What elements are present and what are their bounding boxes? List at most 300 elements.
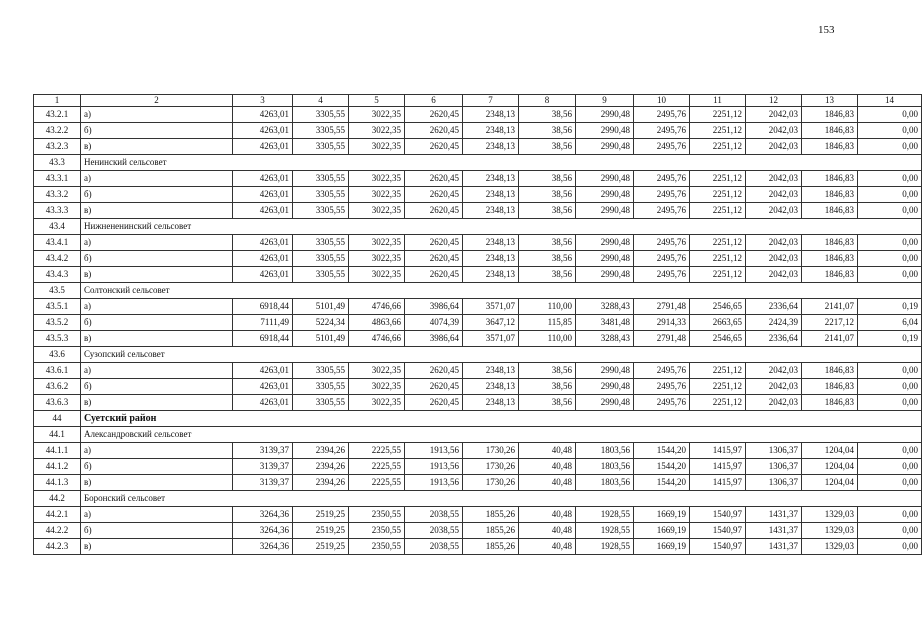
value-cell: 0,00 bbox=[858, 235, 922, 251]
table-row bbox=[34, 123, 922, 139]
value-cell: 4263,01 bbox=[233, 379, 293, 395]
value-cell: 1544,20 bbox=[634, 459, 690, 475]
value-cell: 38,56 bbox=[519, 395, 576, 411]
value-cell: 1846,83 bbox=[802, 123, 858, 139]
value-cell: 2990,48 bbox=[576, 123, 634, 139]
value-cell: 2348,13 bbox=[463, 251, 519, 267]
value-cell: 3288,43 bbox=[576, 299, 634, 315]
value-cell: 2620,45 bbox=[405, 107, 463, 123]
value-cell: 2348,13 bbox=[463, 267, 519, 283]
value-cell: 0,19 bbox=[858, 299, 922, 315]
row-subitem: а) bbox=[81, 363, 233, 379]
column-header: 3 bbox=[233, 95, 293, 107]
value-cell: 2394,26 bbox=[293, 443, 349, 459]
value-cell: 2217,12 bbox=[802, 315, 858, 331]
value-cell: 3022,35 bbox=[349, 267, 405, 283]
value-cell: 3022,35 bbox=[349, 395, 405, 411]
value-cell: 2251,12 bbox=[690, 379, 746, 395]
value-cell: 1846,83 bbox=[802, 171, 858, 187]
table-body bbox=[34, 107, 922, 555]
tariff-table bbox=[33, 94, 922, 555]
value-cell: 4863,66 bbox=[349, 315, 405, 331]
row-code: 43.4.1 bbox=[34, 235, 81, 251]
table-row bbox=[34, 523, 922, 539]
value-cell: 2495,76 bbox=[634, 203, 690, 219]
row-code: 43.2.2 bbox=[34, 123, 81, 139]
row-code: 43.5 bbox=[34, 283, 81, 299]
value-cell: 7111,49 bbox=[233, 315, 293, 331]
value-cell: 2495,76 bbox=[634, 123, 690, 139]
value-cell: 2620,45 bbox=[405, 267, 463, 283]
value-cell: 1540,97 bbox=[690, 539, 746, 555]
value-cell: 38,56 bbox=[519, 235, 576, 251]
value-cell: 3022,35 bbox=[349, 123, 405, 139]
value-cell: 110,00 bbox=[519, 299, 576, 315]
value-cell: 2990,48 bbox=[576, 203, 634, 219]
value-cell: 2495,76 bbox=[634, 235, 690, 251]
value-cell: 0,00 bbox=[858, 539, 922, 555]
table-row bbox=[34, 475, 922, 491]
table-row bbox=[34, 235, 922, 251]
value-cell: 1306,37 bbox=[746, 443, 802, 459]
value-cell: 0,00 bbox=[858, 443, 922, 459]
value-cell: 0,00 bbox=[858, 123, 922, 139]
value-cell: 2350,55 bbox=[349, 523, 405, 539]
value-cell: 3022,35 bbox=[349, 107, 405, 123]
value-cell: 1846,83 bbox=[802, 139, 858, 155]
value-cell: 3647,12 bbox=[463, 315, 519, 331]
value-cell: 38,56 bbox=[519, 123, 576, 139]
table-row bbox=[34, 395, 922, 411]
value-cell: 0,00 bbox=[858, 139, 922, 155]
value-cell: 3022,35 bbox=[349, 139, 405, 155]
row-subitem: а) bbox=[81, 443, 233, 459]
value-cell: 40,48 bbox=[519, 443, 576, 459]
value-cell: 0,00 bbox=[858, 251, 922, 267]
section-title: Сузопский сельсовет bbox=[81, 347, 922, 363]
value-cell: 1803,56 bbox=[576, 443, 634, 459]
value-cell: 2348,13 bbox=[463, 235, 519, 251]
value-cell: 1669,19 bbox=[634, 523, 690, 539]
value-cell: 1544,20 bbox=[634, 475, 690, 491]
table-row bbox=[34, 267, 922, 283]
value-cell: 2914,33 bbox=[634, 315, 690, 331]
value-cell: 0,00 bbox=[858, 363, 922, 379]
table-row bbox=[34, 251, 922, 267]
section-row bbox=[34, 491, 922, 507]
row-subitem: в) bbox=[81, 139, 233, 155]
value-cell: 4263,01 bbox=[233, 123, 293, 139]
value-cell: 3264,36 bbox=[233, 523, 293, 539]
value-cell: 1846,83 bbox=[802, 107, 858, 123]
row-code: 44.2.2 bbox=[34, 523, 81, 539]
value-cell: 40,48 bbox=[519, 459, 576, 475]
value-cell: 3986,64 bbox=[405, 299, 463, 315]
column-header: 11 bbox=[690, 95, 746, 107]
column-header: 1 bbox=[34, 95, 81, 107]
value-cell: 2990,48 bbox=[576, 139, 634, 155]
value-cell: 2990,48 bbox=[576, 379, 634, 395]
value-cell: 3264,36 bbox=[233, 539, 293, 555]
value-cell: 1669,19 bbox=[634, 507, 690, 523]
row-code: 43.5.1 bbox=[34, 299, 81, 315]
value-cell: 2495,76 bbox=[634, 171, 690, 187]
value-cell: 2620,45 bbox=[405, 379, 463, 395]
row-code: 43.3.2 bbox=[34, 187, 81, 203]
value-cell: 2042,03 bbox=[746, 123, 802, 139]
value-cell: 2620,45 bbox=[405, 395, 463, 411]
value-cell: 2990,48 bbox=[576, 107, 634, 123]
value-cell: 2620,45 bbox=[405, 187, 463, 203]
column-header: 14 bbox=[858, 95, 922, 107]
value-cell: 3305,55 bbox=[293, 267, 349, 283]
value-cell: 1540,97 bbox=[690, 523, 746, 539]
value-cell: 4074,39 bbox=[405, 315, 463, 331]
value-cell: 2519,25 bbox=[293, 507, 349, 523]
value-cell: 2394,26 bbox=[293, 475, 349, 491]
value-cell: 2225,55 bbox=[349, 459, 405, 475]
value-cell: 2336,64 bbox=[746, 331, 802, 347]
row-code: 44 bbox=[34, 411, 81, 427]
value-cell: 4746,66 bbox=[349, 299, 405, 315]
value-cell: 1928,55 bbox=[576, 523, 634, 539]
value-cell: 1846,83 bbox=[802, 267, 858, 283]
value-cell: 2990,48 bbox=[576, 171, 634, 187]
value-cell: 38,56 bbox=[519, 107, 576, 123]
value-cell: 3139,37 bbox=[233, 459, 293, 475]
value-cell: 1928,55 bbox=[576, 539, 634, 555]
value-cell: 2990,48 bbox=[576, 235, 634, 251]
value-cell: 2495,76 bbox=[634, 267, 690, 283]
value-cell: 2042,03 bbox=[746, 187, 802, 203]
value-cell: 2495,76 bbox=[634, 187, 690, 203]
row-code: 43.3 bbox=[34, 155, 81, 171]
value-cell: 1913,56 bbox=[405, 459, 463, 475]
value-cell: 4263,01 bbox=[233, 363, 293, 379]
value-cell: 1855,26 bbox=[463, 539, 519, 555]
value-cell: 3022,35 bbox=[349, 363, 405, 379]
value-cell: 2990,48 bbox=[576, 187, 634, 203]
value-cell: 3305,55 bbox=[293, 379, 349, 395]
column-header: 13 bbox=[802, 95, 858, 107]
value-cell: 1431,37 bbox=[746, 523, 802, 539]
row-code: 43.2.1 bbox=[34, 107, 81, 123]
value-cell: 4263,01 bbox=[233, 171, 293, 187]
value-cell: 1846,83 bbox=[802, 251, 858, 267]
column-header: 9 bbox=[576, 95, 634, 107]
value-cell: 4263,01 bbox=[233, 235, 293, 251]
value-cell: 2042,03 bbox=[746, 251, 802, 267]
section-row bbox=[34, 283, 922, 299]
row-code: 43.4.2 bbox=[34, 251, 81, 267]
value-cell: 1204,04 bbox=[802, 475, 858, 491]
value-cell: 3481,48 bbox=[576, 315, 634, 331]
table-row bbox=[34, 363, 922, 379]
value-cell: 1846,83 bbox=[802, 235, 858, 251]
value-cell: 4263,01 bbox=[233, 251, 293, 267]
value-cell: 2663,65 bbox=[690, 315, 746, 331]
value-cell: 0,00 bbox=[858, 523, 922, 539]
value-cell: 2251,12 bbox=[690, 187, 746, 203]
value-cell: 2791,48 bbox=[634, 299, 690, 315]
district-title: Суетский район bbox=[81, 411, 922, 427]
value-cell: 2791,48 bbox=[634, 331, 690, 347]
column-header: 10 bbox=[634, 95, 690, 107]
row-subitem: в) bbox=[81, 331, 233, 347]
value-cell: 1846,83 bbox=[802, 187, 858, 203]
value-cell: 2620,45 bbox=[405, 235, 463, 251]
row-subitem: б) bbox=[81, 459, 233, 475]
table-row bbox=[34, 539, 922, 555]
value-cell: 2519,25 bbox=[293, 539, 349, 555]
section-row bbox=[34, 427, 922, 443]
value-cell: 2042,03 bbox=[746, 379, 802, 395]
value-cell: 4263,01 bbox=[233, 139, 293, 155]
table-row bbox=[34, 107, 922, 123]
value-cell: 1306,37 bbox=[746, 475, 802, 491]
value-cell: 1415,97 bbox=[690, 443, 746, 459]
column-header: 5 bbox=[349, 95, 405, 107]
value-cell: 2348,13 bbox=[463, 107, 519, 123]
value-cell: 3571,07 bbox=[463, 331, 519, 347]
value-cell: 1928,55 bbox=[576, 507, 634, 523]
value-cell: 1730,26 bbox=[463, 475, 519, 491]
value-cell: 6918,44 bbox=[233, 299, 293, 315]
value-cell: 2620,45 bbox=[405, 171, 463, 187]
row-subitem: в) bbox=[81, 203, 233, 219]
table-row bbox=[34, 315, 922, 331]
row-subitem: а) bbox=[81, 235, 233, 251]
row-code: 43.5.3 bbox=[34, 331, 81, 347]
value-cell: 6,04 bbox=[858, 315, 922, 331]
value-cell: 2042,03 bbox=[746, 107, 802, 123]
value-cell: 2038,55 bbox=[405, 539, 463, 555]
value-cell: 1544,20 bbox=[634, 443, 690, 459]
value-cell: 5101,49 bbox=[293, 299, 349, 315]
value-cell: 38,56 bbox=[519, 171, 576, 187]
value-cell: 3305,55 bbox=[293, 363, 349, 379]
value-cell: 2546,65 bbox=[690, 299, 746, 315]
row-code: 43.4 bbox=[34, 219, 81, 235]
value-cell: 1730,26 bbox=[463, 459, 519, 475]
value-cell: 2042,03 bbox=[746, 171, 802, 187]
value-cell: 1415,97 bbox=[690, 459, 746, 475]
value-cell: 4746,66 bbox=[349, 331, 405, 347]
row-subitem: б) bbox=[81, 315, 233, 331]
row-subitem: а) bbox=[81, 171, 233, 187]
column-header: 4 bbox=[293, 95, 349, 107]
value-cell: 2042,03 bbox=[746, 267, 802, 283]
row-code: 43.5.2 bbox=[34, 315, 81, 331]
table-row bbox=[34, 299, 922, 315]
value-cell: 2348,13 bbox=[463, 363, 519, 379]
row-code: 43.2.3 bbox=[34, 139, 81, 155]
table-row bbox=[34, 379, 922, 395]
value-cell: 1204,04 bbox=[802, 459, 858, 475]
value-cell: 3288,43 bbox=[576, 331, 634, 347]
value-cell: 1803,56 bbox=[576, 475, 634, 491]
row-code: 43.3.1 bbox=[34, 171, 81, 187]
value-cell: 3022,35 bbox=[349, 251, 405, 267]
value-cell: 1415,97 bbox=[690, 475, 746, 491]
value-cell: 2990,48 bbox=[576, 251, 634, 267]
value-cell: 1329,03 bbox=[802, 523, 858, 539]
value-cell: 38,56 bbox=[519, 203, 576, 219]
value-cell: 2348,13 bbox=[463, 187, 519, 203]
value-cell: 1431,37 bbox=[746, 539, 802, 555]
value-cell: 4263,01 bbox=[233, 107, 293, 123]
value-cell: 3305,55 bbox=[293, 251, 349, 267]
value-cell: 2042,03 bbox=[746, 395, 802, 411]
value-cell: 0,19 bbox=[858, 331, 922, 347]
value-cell: 2620,45 bbox=[405, 203, 463, 219]
value-cell: 38,56 bbox=[519, 363, 576, 379]
value-cell: 1204,04 bbox=[802, 443, 858, 459]
value-cell: 3022,35 bbox=[349, 235, 405, 251]
value-cell: 3305,55 bbox=[293, 235, 349, 251]
value-cell: 3305,55 bbox=[293, 187, 349, 203]
value-cell: 2519,25 bbox=[293, 523, 349, 539]
value-cell: 1730,26 bbox=[463, 443, 519, 459]
value-cell: 40,48 bbox=[519, 475, 576, 491]
value-cell: 1329,03 bbox=[802, 507, 858, 523]
value-cell: 1306,37 bbox=[746, 459, 802, 475]
value-cell: 1846,83 bbox=[802, 395, 858, 411]
value-cell: 2251,12 bbox=[690, 171, 746, 187]
value-cell: 3305,55 bbox=[293, 203, 349, 219]
value-cell: 1846,83 bbox=[802, 203, 858, 219]
value-cell: 2620,45 bbox=[405, 139, 463, 155]
section-title: Нижнененинский сельсовет bbox=[81, 219, 922, 235]
section-row bbox=[34, 155, 922, 171]
value-cell: 0,00 bbox=[858, 267, 922, 283]
value-cell: 2251,12 bbox=[690, 139, 746, 155]
row-code: 44.2.3 bbox=[34, 539, 81, 555]
row-code: 43.3.3 bbox=[34, 203, 81, 219]
value-cell: 2348,13 bbox=[463, 171, 519, 187]
row-subitem: в) bbox=[81, 475, 233, 491]
row-code: 43.6.3 bbox=[34, 395, 81, 411]
row-subitem: б) bbox=[81, 251, 233, 267]
value-cell: 2251,12 bbox=[690, 235, 746, 251]
table-row bbox=[34, 187, 922, 203]
row-subitem: а) bbox=[81, 299, 233, 315]
column-header: 8 bbox=[519, 95, 576, 107]
value-cell: 2038,55 bbox=[405, 507, 463, 523]
header-row bbox=[34, 95, 922, 107]
value-cell: 2251,12 bbox=[690, 123, 746, 139]
value-cell: 4263,01 bbox=[233, 187, 293, 203]
row-subitem: в) bbox=[81, 267, 233, 283]
value-cell: 2348,13 bbox=[463, 395, 519, 411]
value-cell: 40,48 bbox=[519, 507, 576, 523]
column-header: 12 bbox=[746, 95, 802, 107]
value-cell: 2990,48 bbox=[576, 395, 634, 411]
section-title: Солтонский сельсовет bbox=[81, 283, 922, 299]
table-row bbox=[34, 507, 922, 523]
value-cell: 1846,83 bbox=[802, 379, 858, 395]
value-cell: 38,56 bbox=[519, 267, 576, 283]
value-cell: 2495,76 bbox=[634, 395, 690, 411]
table-row bbox=[34, 139, 922, 155]
value-cell: 4263,01 bbox=[233, 267, 293, 283]
value-cell: 0,00 bbox=[858, 475, 922, 491]
value-cell: 1913,56 bbox=[405, 475, 463, 491]
value-cell: 2348,13 bbox=[463, 139, 519, 155]
section-title: Александровский сельсовет bbox=[81, 427, 922, 443]
value-cell: 2225,55 bbox=[349, 475, 405, 491]
section-row bbox=[34, 219, 922, 235]
value-cell: 1855,26 bbox=[463, 523, 519, 539]
value-cell: 2251,12 bbox=[690, 395, 746, 411]
value-cell: 40,48 bbox=[519, 523, 576, 539]
value-cell: 2495,76 bbox=[634, 251, 690, 267]
column-header: 6 bbox=[405, 95, 463, 107]
row-code: 44.1.2 bbox=[34, 459, 81, 475]
section-title: Ненинский сельсовет bbox=[81, 155, 922, 171]
value-cell: 1669,19 bbox=[634, 539, 690, 555]
row-code: 43.4.3 bbox=[34, 267, 81, 283]
row-subitem: в) bbox=[81, 395, 233, 411]
value-cell: 2495,76 bbox=[634, 379, 690, 395]
value-cell: 2495,76 bbox=[634, 139, 690, 155]
value-cell: 3022,35 bbox=[349, 379, 405, 395]
row-code: 43.6.2 bbox=[34, 379, 81, 395]
row-subitem: а) bbox=[81, 107, 233, 123]
table-row bbox=[34, 203, 922, 219]
row-code: 44.1 bbox=[34, 427, 81, 443]
row-subitem: б) bbox=[81, 123, 233, 139]
value-cell: 2336,64 bbox=[746, 299, 802, 315]
value-cell: 2042,03 bbox=[746, 139, 802, 155]
value-cell: 3022,35 bbox=[349, 171, 405, 187]
value-cell: 2251,12 bbox=[690, 107, 746, 123]
row-code: 44.1.3 bbox=[34, 475, 81, 491]
value-cell: 3305,55 bbox=[293, 395, 349, 411]
value-cell: 38,56 bbox=[519, 379, 576, 395]
value-cell: 1913,56 bbox=[405, 443, 463, 459]
row-code: 44.2.1 bbox=[34, 507, 81, 523]
value-cell: 3022,35 bbox=[349, 203, 405, 219]
value-cell: 2546,65 bbox=[690, 331, 746, 347]
value-cell: 2141,07 bbox=[802, 299, 858, 315]
value-cell: 2350,55 bbox=[349, 507, 405, 523]
table-row bbox=[34, 171, 922, 187]
value-cell: 2394,26 bbox=[293, 459, 349, 475]
value-cell: 2620,45 bbox=[405, 363, 463, 379]
value-cell: 40,48 bbox=[519, 539, 576, 555]
page-number: 153 bbox=[818, 24, 835, 36]
row-subitem: в) bbox=[81, 539, 233, 555]
value-cell: 0,00 bbox=[858, 171, 922, 187]
value-cell: 1431,37 bbox=[746, 507, 802, 523]
row-subitem: б) bbox=[81, 187, 233, 203]
value-cell: 1540,97 bbox=[690, 507, 746, 523]
value-cell: 2251,12 bbox=[690, 267, 746, 283]
value-cell: 2990,48 bbox=[576, 267, 634, 283]
value-cell: 2495,76 bbox=[634, 107, 690, 123]
value-cell: 5101,49 bbox=[293, 331, 349, 347]
value-cell: 2495,76 bbox=[634, 363, 690, 379]
row-code: 43.6 bbox=[34, 347, 81, 363]
value-cell: 2348,13 bbox=[463, 379, 519, 395]
section-title: Боронский сельсовет bbox=[81, 491, 922, 507]
value-cell: 3139,37 bbox=[233, 475, 293, 491]
value-cell: 2348,13 bbox=[463, 203, 519, 219]
value-cell: 3571,07 bbox=[463, 299, 519, 315]
value-cell: 0,00 bbox=[858, 107, 922, 123]
row-subitem: а) bbox=[81, 507, 233, 523]
